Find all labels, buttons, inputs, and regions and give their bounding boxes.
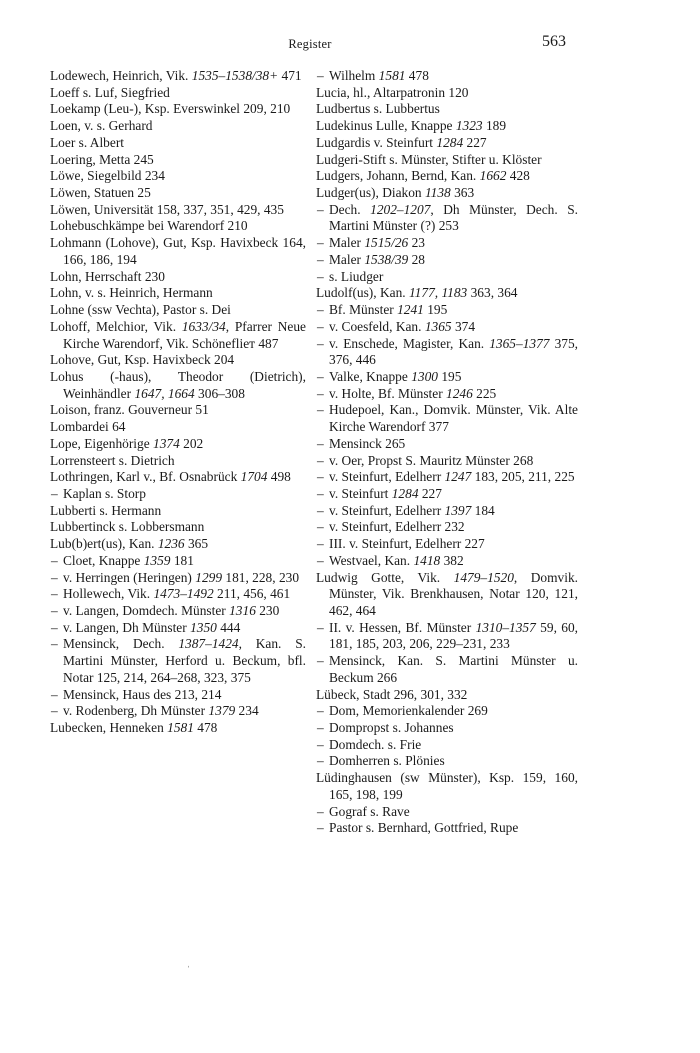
entry-text: 202 <box>179 435 204 451</box>
entry-date: 1284 <box>436 134 464 150</box>
entry-text: 374 <box>451 318 476 334</box>
entry-text: Hollewech, Vik. <box>63 586 154 602</box>
subentry-dash: – <box>317 485 324 501</box>
entry-text: v. Langen, Domdech. Münster <box>63 603 230 618</box>
stray-mark: ˌ <box>187 957 191 968</box>
entry-text: v. Oer, Propst S. Mauritz Münster 268 <box>329 452 534 468</box>
entry-text: Mensinck, Kan. S. Martini Münster u. Beckum 266 <box>329 653 578 685</box>
index-subentry <box>316 653 578 686</box>
entry-text: III. v. Steinfurt, Edelherr 227 <box>329 536 485 552</box>
entry-text: 306–308 <box>194 385 245 401</box>
entry-text: Wilhelm <box>329 68 379 83</box>
index-entry <box>50 369 306 402</box>
index-entry <box>50 85 306 102</box>
subentry-dash: – <box>317 385 324 401</box>
entry-text: Dech. <box>329 201 371 217</box>
entry-text: , Kan. S. Martini Münster, Herford u. Beckum, bfl. Notar 125, 214, 264–268, 323, 375 <box>63 636 306 685</box>
entry-text: Mensinck, Dech. <box>63 636 179 652</box>
index-subentry <box>316 402 578 435</box>
entry-date: 1581 <box>378 68 406 83</box>
subentry-dash: – <box>317 452 324 468</box>
entry-text: Lohebuschkämpe bei Warendorf 210 <box>50 218 248 234</box>
entry-text: 28 <box>408 251 425 267</box>
subentry-dash: – <box>317 720 324 736</box>
entry-date: 1535–1538/38+ <box>191 68 279 83</box>
index-subentry <box>50 703 306 720</box>
subentry-dash: – <box>317 268 324 284</box>
entry-text: Cloet, Knappe <box>63 552 144 568</box>
subentry-dash: – <box>317 653 324 669</box>
index-entry <box>50 402 306 419</box>
entry-text: Lohne (ssw Vechta), Pastor s. Dei <box>50 302 231 318</box>
entry-text: Dom, Memorienkalender 269 <box>329 703 488 719</box>
running-header: Register <box>288 37 332 51</box>
index-entry <box>50 419 306 436</box>
entry-text: Ludgeri-Stift s. Münster, Stifter u. Klöster <box>316 151 542 167</box>
entry-date: 1387–1424 <box>178 636 239 652</box>
entry-text: v. Herringen (Heringen) <box>63 569 196 585</box>
entry-text: Domherren s. Plönies <box>329 753 445 769</box>
entry-text: Lohn, Herrschaft 230 <box>50 268 165 284</box>
entry-text: Valke, Knappe <box>329 368 412 384</box>
index-entry <box>50 720 306 737</box>
entry-text: Lubbertinck s. Lobbersmann <box>50 519 205 535</box>
index-subentry <box>316 436 578 453</box>
index-subentry <box>316 336 578 369</box>
entry-text: Ludekinus Lulle, Knappe <box>316 118 456 134</box>
entry-text: 189 <box>482 118 507 134</box>
entry-text: Hudepoel, Kan., Domvik. Münster, Vik. Alte Kirche Warendorf 377 <box>329 402 578 435</box>
page-number: 563 <box>542 33 566 50</box>
entry-text: 181, 228, 230 <box>222 569 300 585</box>
index-entry <box>316 168 578 185</box>
entry-date: 1236 <box>157 536 185 552</box>
entry-text: Lodewech, Heinrich, Vik. <box>50 68 192 83</box>
index-subentry <box>316 202 578 235</box>
entry-text: Ludgers, Johann, Bernd, Kan. <box>316 168 480 184</box>
entry-text: Dompropst s. Johannes <box>329 720 454 736</box>
entry-date: 1397 <box>444 502 472 518</box>
entry-text: 478 <box>193 720 218 736</box>
entry-date: 1473–1492 <box>153 586 214 602</box>
index-entry <box>316 770 578 803</box>
entry-date: 1359 <box>143 552 171 568</box>
entry-text: v. Steinfurt <box>329 485 392 501</box>
index-subentry <box>316 235 578 252</box>
index-subentry <box>316 620 578 653</box>
entry-text: Ludwig Gotte, Vik. <box>316 569 454 585</box>
index-subentry <box>50 553 306 570</box>
index-subentry <box>316 737 578 754</box>
index-subentry <box>316 536 578 553</box>
entry-date: 1704 <box>240 469 268 485</box>
entry-date: 1479–1520 <box>453 569 514 585</box>
entry-text: 375, 376, 446 <box>329 335 578 368</box>
entry-text: 195 <box>423 302 448 318</box>
index-entry <box>316 152 578 169</box>
index-entry <box>316 118 578 135</box>
index-entry <box>50 152 306 169</box>
index-subentry <box>316 68 578 85</box>
index-entry <box>50 352 306 369</box>
entry-text: 382 <box>440 552 464 568</box>
entry-text: Lohoff, Melchior, Vik. <box>50 318 182 334</box>
entry-text: 365 <box>184 536 209 552</box>
entry-text: Lubecken, Henneken <box>50 720 168 736</box>
entry-text: 471 <box>278 68 302 83</box>
entry-text: 363, 364 <box>467 285 518 301</box>
subentry-dash: – <box>317 318 324 334</box>
entry-date: 1647, 1664 <box>134 385 195 401</box>
index-subentry <box>316 820 578 837</box>
entry-text: Lohn, v. s. Heinrich, Hermann <box>50 285 213 301</box>
entry-date: 1374 <box>153 435 180 451</box>
index-entry <box>50 319 306 352</box>
subentry-dash: – <box>317 803 324 819</box>
entry-text: 234 <box>235 703 259 719</box>
index-entry <box>316 687 578 704</box>
entry-text: 184 <box>471 502 495 518</box>
entry-text: Lohmann (Lohove), Gut, Ksp. Havixbeck 164, 166, 186, 194 <box>50 235 306 267</box>
index-subentry <box>316 804 578 821</box>
subentry-dash: – <box>317 552 324 568</box>
index-entry <box>316 85 578 102</box>
index-entry <box>50 185 306 202</box>
entry-text: 498 <box>267 469 291 485</box>
subentry-dash: – <box>317 302 324 318</box>
index-entry <box>316 285 578 302</box>
index-subentry <box>316 386 578 403</box>
entry-text: , Domvik. Münster, Vik. Brenkhausen, Notar 120, 121, 462, 464 <box>329 569 578 618</box>
index-entry <box>50 68 306 85</box>
entry-text: Lucia, hl., Altarpatronin 120 <box>316 84 469 100</box>
entry-text: Löwen, Universität 158, 337, 351, 429, 435 <box>50 201 284 217</box>
index-entry <box>50 519 306 536</box>
entry-text: , Pfarrer Neue Kirche Warendorf, Vik. Schöneflieт 487 <box>63 318 307 351</box>
entry-text: Pastor s. Bernhard, Gottfried, Rupe <box>329 820 519 836</box>
entry-text: Lubberti s. Hermann <box>50 502 162 518</box>
entry-date: 1365–1377 <box>489 335 550 351</box>
entry-text: Maler <box>329 251 365 267</box>
index-subentry <box>316 269 578 286</box>
entry-text: Mensinck 265 <box>329 435 406 451</box>
entry-date: 1247 <box>444 469 472 485</box>
index-subentry <box>316 553 578 570</box>
entry-date: 1323 <box>455 118 483 134</box>
index-subentry <box>50 687 306 704</box>
entry-text: , Dh Münster, Dech. S. Martini Münster (?) 253 <box>329 201 578 234</box>
entry-text: Loering, Metta 245 <box>50 151 154 167</box>
entry-text: Lope, Eigenhörige <box>50 435 153 451</box>
entry-date: 1177, 1183 <box>408 285 468 301</box>
index-entry <box>50 118 306 135</box>
entry-text: 211, 456, 461 <box>213 586 291 602</box>
entry-text: v. Coesfeld, Kan. <box>329 318 425 334</box>
entry-text: 444 <box>216 619 241 635</box>
entry-text: 195 <box>437 368 462 384</box>
subentry-dash: – <box>51 552 58 568</box>
entry-date: 1538/39 <box>364 251 409 267</box>
entry-date: 1316 <box>229 603 256 618</box>
entry-text: Ludolf(us), Kan. <box>316 285 409 301</box>
subentry-dash: – <box>317 402 324 418</box>
entry-text: v. Holte, Bf. Münster <box>329 385 447 401</box>
index-entry <box>50 469 306 486</box>
entry-date: 1284 <box>391 485 419 501</box>
entry-text: Westvael, Kan. <box>329 552 414 568</box>
entry-text: Lorrensteert s. Dietrich <box>50 452 175 468</box>
index-entry <box>50 202 306 219</box>
index-subentry <box>316 703 578 720</box>
entry-text: Ludger(us), Diakon <box>316 185 425 201</box>
subentry-dash: – <box>317 519 324 535</box>
entry-text: 23 <box>408 235 425 251</box>
entry-date: 1350 <box>190 619 217 635</box>
index-column-left <box>50 68 306 737</box>
index-entry <box>50 135 306 152</box>
subentry-dash: – <box>317 820 324 836</box>
index-subentry <box>316 369 578 386</box>
index-entry <box>50 503 306 520</box>
index-entry <box>50 302 306 319</box>
entry-text: 181 <box>170 552 194 568</box>
subentry-dash: – <box>317 235 324 251</box>
entry-text: 225 <box>472 385 497 401</box>
subentry-dash: – <box>317 536 324 552</box>
index-entry <box>50 168 306 185</box>
entry-text: 183, 205, 211, 225 <box>471 469 575 485</box>
entry-text: Gograf s. Rave <box>329 803 410 819</box>
entry-text: Ludgardis v. Steinfurt <box>316 134 437 150</box>
entry-text: 227 <box>418 485 442 501</box>
entry-text: Domdech. s. Frie <box>329 736 422 752</box>
entry-date: 1246 <box>446 385 473 401</box>
subentry-dash: – <box>317 619 324 635</box>
index-subentry <box>316 519 578 536</box>
entry-date: 1202–1207 <box>370 201 431 217</box>
index-subentry <box>50 620 306 637</box>
index-subentry <box>316 486 578 503</box>
subentry-dash: – <box>51 636 58 652</box>
entry-text: Loison, franz. Gouverneur 51 <box>50 402 209 418</box>
index-entry <box>316 570 578 620</box>
subentry-dash: – <box>317 469 324 485</box>
entry-text: Maler <box>329 235 365 251</box>
entry-text: v. Rodenberg, Dh Münster <box>63 703 209 719</box>
subentry-dash: – <box>51 569 58 585</box>
entry-date: 1515/26 <box>364 235 409 251</box>
subentry-dash: – <box>317 736 324 752</box>
index-entry <box>50 453 306 470</box>
entry-text: Lüdinghausen (sw Münster), Ksp. 159, 160, 165, 198, 199 <box>316 770 578 802</box>
entry-text: Bf. Münster <box>329 302 398 318</box>
entry-date: 1662 <box>479 168 507 184</box>
entry-text: 363 <box>450 185 475 201</box>
subentry-dash: – <box>51 703 58 719</box>
subentry-dash: – <box>317 251 324 267</box>
entry-text: Ludbertus s. Lubbertus <box>316 101 440 117</box>
index-subentry <box>316 453 578 470</box>
index-entry <box>50 285 306 302</box>
entry-text: s. Liudger <box>329 268 384 284</box>
entry-text: Lombardei 64 <box>50 419 126 435</box>
entry-text: Loeff s. Luf, Siegfried <box>50 84 170 100</box>
entry-text: 227 <box>463 134 487 150</box>
index-entry <box>50 436 306 453</box>
entry-text: Lohove, Gut, Ksp. Havixbeck 204 <box>50 352 235 368</box>
entry-text: Lub(b)ert(us), Kan. <box>50 536 158 552</box>
index-entry <box>50 101 306 118</box>
index-entry <box>50 269 306 286</box>
entry-text: Loer s. Albert <box>50 134 125 150</box>
entry-text: II. v. Hessen, Bf. Münster <box>329 619 476 635</box>
index-subentry <box>316 753 578 770</box>
index-entry <box>316 135 578 152</box>
entry-text: Lohus (-haus), Theodor (Dietrich), Weinhändler <box>50 368 306 401</box>
entry-text: 478 <box>405 68 429 83</box>
entry-text: v. Steinfurt, Edelherr 232 <box>329 519 465 535</box>
entry-text: 59, 60, 181, 185, 203, 206, 229–231, 233 <box>329 619 578 652</box>
index-subentry <box>316 319 578 336</box>
subentry-dash: – <box>317 703 324 719</box>
subentry-dash: – <box>51 619 58 635</box>
subentry-dash: – <box>317 435 324 451</box>
entry-date: 1299 <box>195 569 223 585</box>
index-entry <box>316 185 578 202</box>
entry-date: 1581 <box>167 720 194 736</box>
subentry-dash: – <box>317 335 324 351</box>
entry-text: Loekamp (Leu-), Ksp. Everswinkel 209, 210 <box>50 101 291 117</box>
subentry-dash: – <box>317 502 324 518</box>
index-subentry <box>316 252 578 269</box>
entry-date: 1365 <box>424 318 452 334</box>
entry-text: Lübeck, Stadt 296, 301, 332 <box>316 686 468 702</box>
entry-text: 428 <box>506 168 530 184</box>
index-subentry <box>316 720 578 737</box>
entry-text: v. Steinfurt, Edelherr <box>329 469 445 485</box>
entry-date: 1241 <box>397 302 424 318</box>
entry-text: v. Steinfurt, Edelherr <box>329 502 445 518</box>
subentry-dash: – <box>317 68 324 83</box>
subentry-dash: – <box>51 686 58 702</box>
index-subentry <box>316 469 578 486</box>
index-entry <box>50 218 306 235</box>
index-entry <box>316 101 578 118</box>
entry-text: Loen, v. s. Gerhard <box>50 118 153 134</box>
index-subentry <box>50 636 306 686</box>
index-subentry <box>50 486 306 503</box>
entry-date: 1418 <box>413 552 441 568</box>
index-subentry <box>50 570 306 587</box>
index-subentry <box>50 603 306 620</box>
entry-text: v. Enschede, Magister, Kan. <box>329 335 490 351</box>
entry-text: Löwe, Siegelbild 234 <box>50 168 165 184</box>
entry-date: 1138 <box>424 185 451 201</box>
index-subentry <box>50 586 306 603</box>
entry-date: 1310–1357 <box>475 619 536 635</box>
entry-text: 230 <box>255 603 280 618</box>
entry-date: 1633/34 <box>181 318 226 334</box>
subentry-dash: – <box>51 586 58 602</box>
entry-text: Lothringen, Karl v., Bf. Osnabrück <box>50 469 241 485</box>
entry-text: Löwen, Statuen 25 <box>50 185 151 201</box>
index-subentry <box>316 503 578 520</box>
index-entry <box>50 235 306 268</box>
entry-date: 1379 <box>208 703 236 719</box>
subentry-dash: – <box>317 753 324 769</box>
entry-date: 1300 <box>411 368 438 384</box>
entry-text: Mensinck, Haus des 213, 214 <box>63 686 222 702</box>
index-subentry <box>316 302 578 319</box>
subentry-dash: – <box>51 603 58 618</box>
subentry-dash: – <box>51 485 58 501</box>
entry-text: Kaplan s. Storp <box>63 485 146 501</box>
index-column-right <box>316 68 578 837</box>
subentry-dash: – <box>317 201 324 217</box>
index-entry <box>50 536 306 553</box>
entry-text: v. Langen, Dh Münster <box>63 619 191 635</box>
subentry-dash: – <box>317 368 324 384</box>
